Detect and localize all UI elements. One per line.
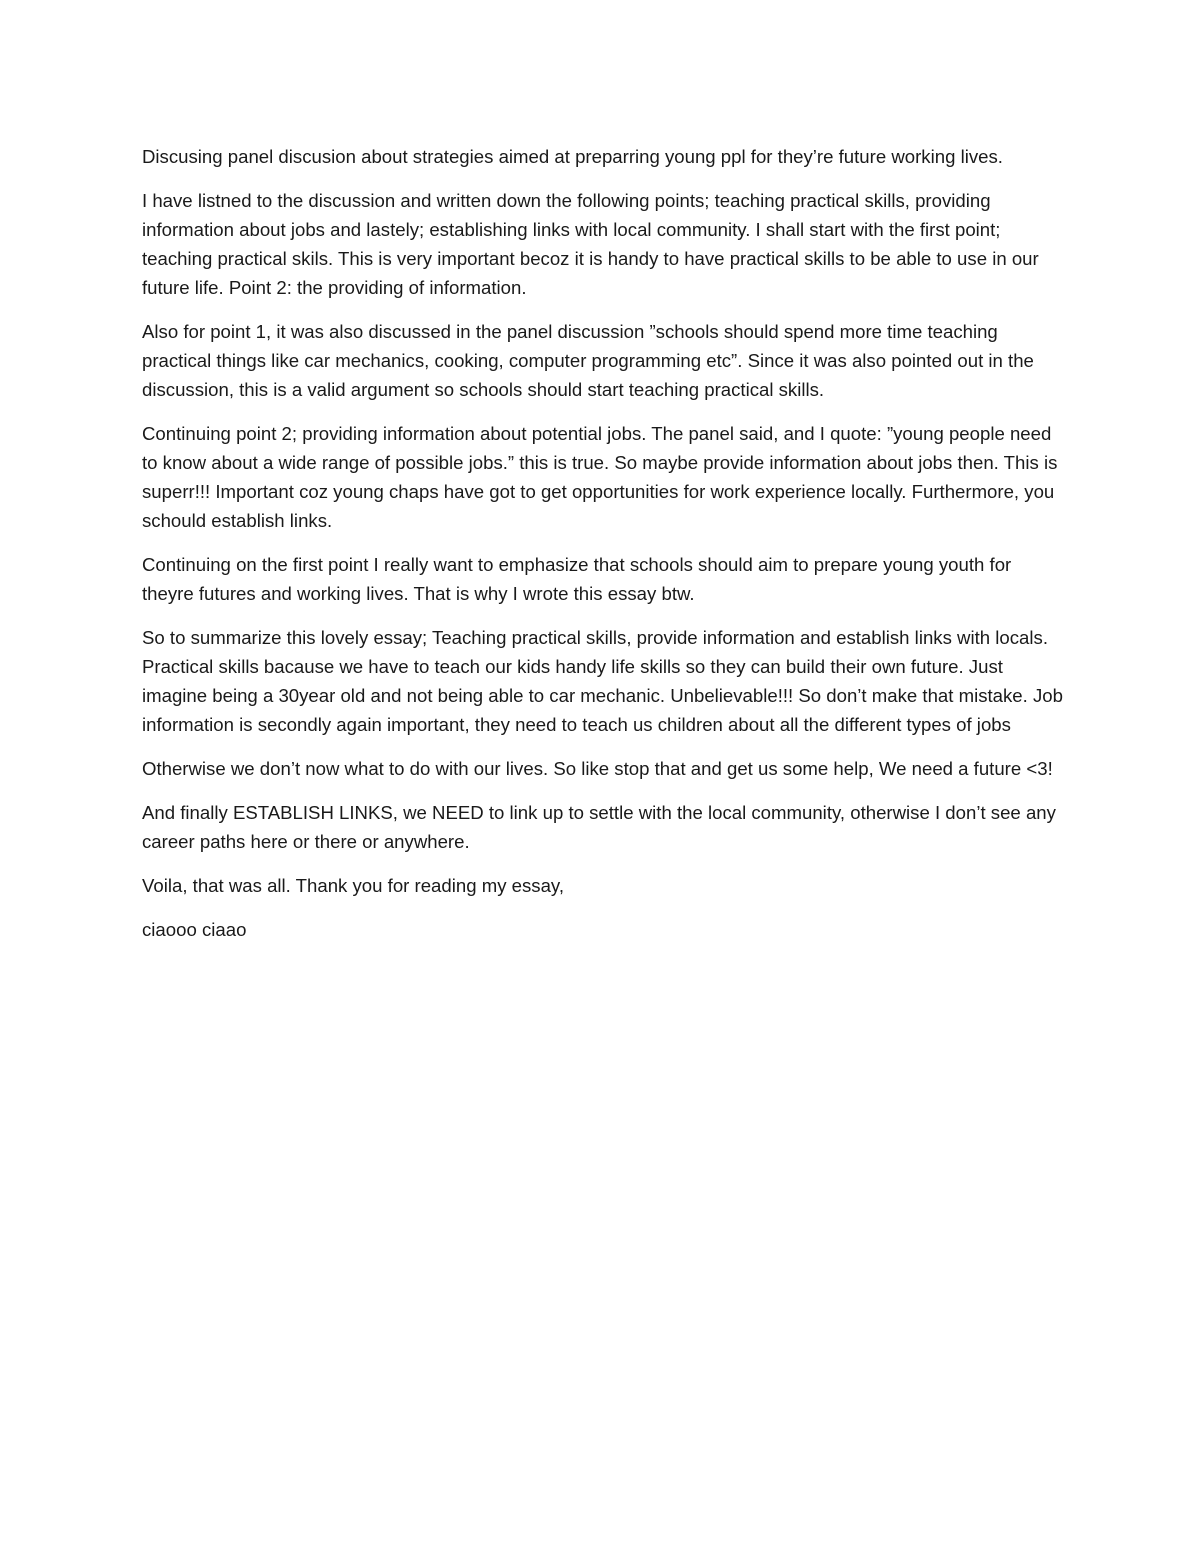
paragraph-closing: Voila, that was all. Thank you for reading my essay,	[142, 875, 565, 896]
paragraph-points: I have listned to the discussion and written down the following points; teaching practical skills, providing information about jobs and lastely; establishing links with local community. I shall start with the first point; teaching practical skils. This is very important becoz it is handy to have practical skills to be able to use in our future life. Point 2: the providing of information.	[142, 190, 1039, 298]
essay-body	[142, 142, 1067, 959]
paragraph-point-1: Also for point 1, it was also discussed in the panel discussion ”schools should spend more time teaching practical things like car mechanics, cooking, computer programming etc”. Since it was also pointed out in the discussion, this is a valid argument so schools should start teaching practical skills.	[142, 321, 1034, 400]
paragraph-otherwise: Otherwise we don’t now what to do with our lives. So like stop that and get us some help, We need a future <3!	[142, 758, 1053, 779]
paragraph-point-2: Continuing point 2; providing information about potential jobs. The panel said, and I quote: ”young people need to know about a wide range of possible jobs.” this is true. So maybe provide information about jobs then. This is superr!!! Important coz young chaps have got to get opportunities for work experience locally. Furthermore, you schould establish links.	[142, 423, 1058, 531]
paragraph-links: And finally ESTABLISH LINKS, we NEED to link up to settle with the local community, otherwise I don’t see any career paths here or there or anywhere.	[142, 802, 1056, 852]
paragraph-first-point: Continuing on the first point I really want to emphasize that schools should aim to prepare young youth for theyre futures and working lives. That is why I wrote this essay btw.	[142, 554, 1012, 604]
paragraph-intro: Discusing panel discusion about strategies aimed at preparring young ppl for they’re future working lives.	[142, 146, 1003, 167]
paragraph-signoff: ciaooo ciaao	[142, 919, 247, 940]
paragraph-summary: So to summarize this lovely essay; Teaching practical skills, provide information and establish links with locals. Practical skills bacause we have to teach our kids handy life skills so they can build their own future. Just imagine being a 30year old and not being able to car mechanic. Unbelievable!!! So don’t make that mistake. Job information is secondly again important, they need to teach us children about all the different types of jobs	[142, 627, 1063, 735]
